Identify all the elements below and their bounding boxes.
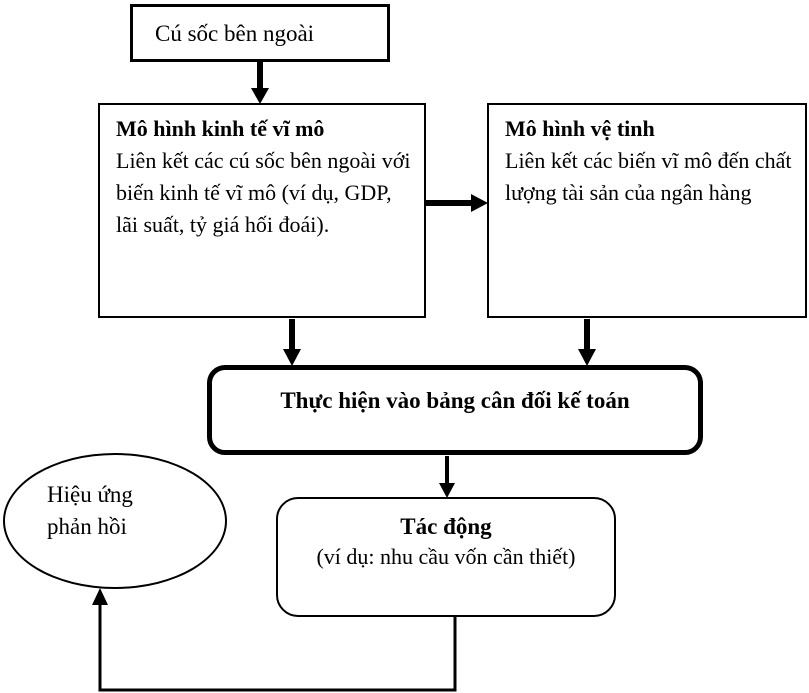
- arrow-macro-to-balance: [283, 319, 301, 366]
- node-macro-model-title: Mô hình kinh tế vĩ mô: [116, 116, 325, 141]
- node-balance-sheet: [207, 365, 703, 455]
- node-satellite-model-body: Liên kết các biến vĩ mô đến chất lượng tài sản của ngân hàng: [505, 147, 792, 205]
- arrow-macro-to-satellite: [426, 194, 488, 212]
- arrow-shock-to-macro: [251, 62, 269, 104]
- node-balance-sheet-label: Thực hiện vào bảng cân đối kế toán: [280, 388, 630, 413]
- node-impact: [276, 497, 616, 617]
- node-external-shock-label: Cú sốc bên ngoài: [155, 21, 315, 46]
- arrow-satellite-to-balance: [578, 319, 596, 366]
- node-macro-model-body: Liên kết các cú sốc bên ngoài với biến kinh tế vĩ mô (ví dụ, GDP, lãi suất, tỷ giá hối đoái).: [116, 147, 411, 237]
- node-feedback-effect-label: Hiệu ứng phản hồi: [47, 482, 133, 540]
- node-satellite-model: [487, 103, 807, 318]
- node-satellite-model-title: Mô hình vệ tinh: [505, 116, 655, 141]
- node-macro-model: [98, 103, 426, 318]
- node-external-shock: [130, 4, 390, 62]
- node-impact-body: (ví dụ: nhu cầu vốn cần thiết): [316, 544, 576, 570]
- node-impact-title: Tác động: [400, 514, 492, 539]
- node-feedback-effect: [3, 453, 227, 589]
- arrow-balance-to-impact: [439, 456, 455, 498]
